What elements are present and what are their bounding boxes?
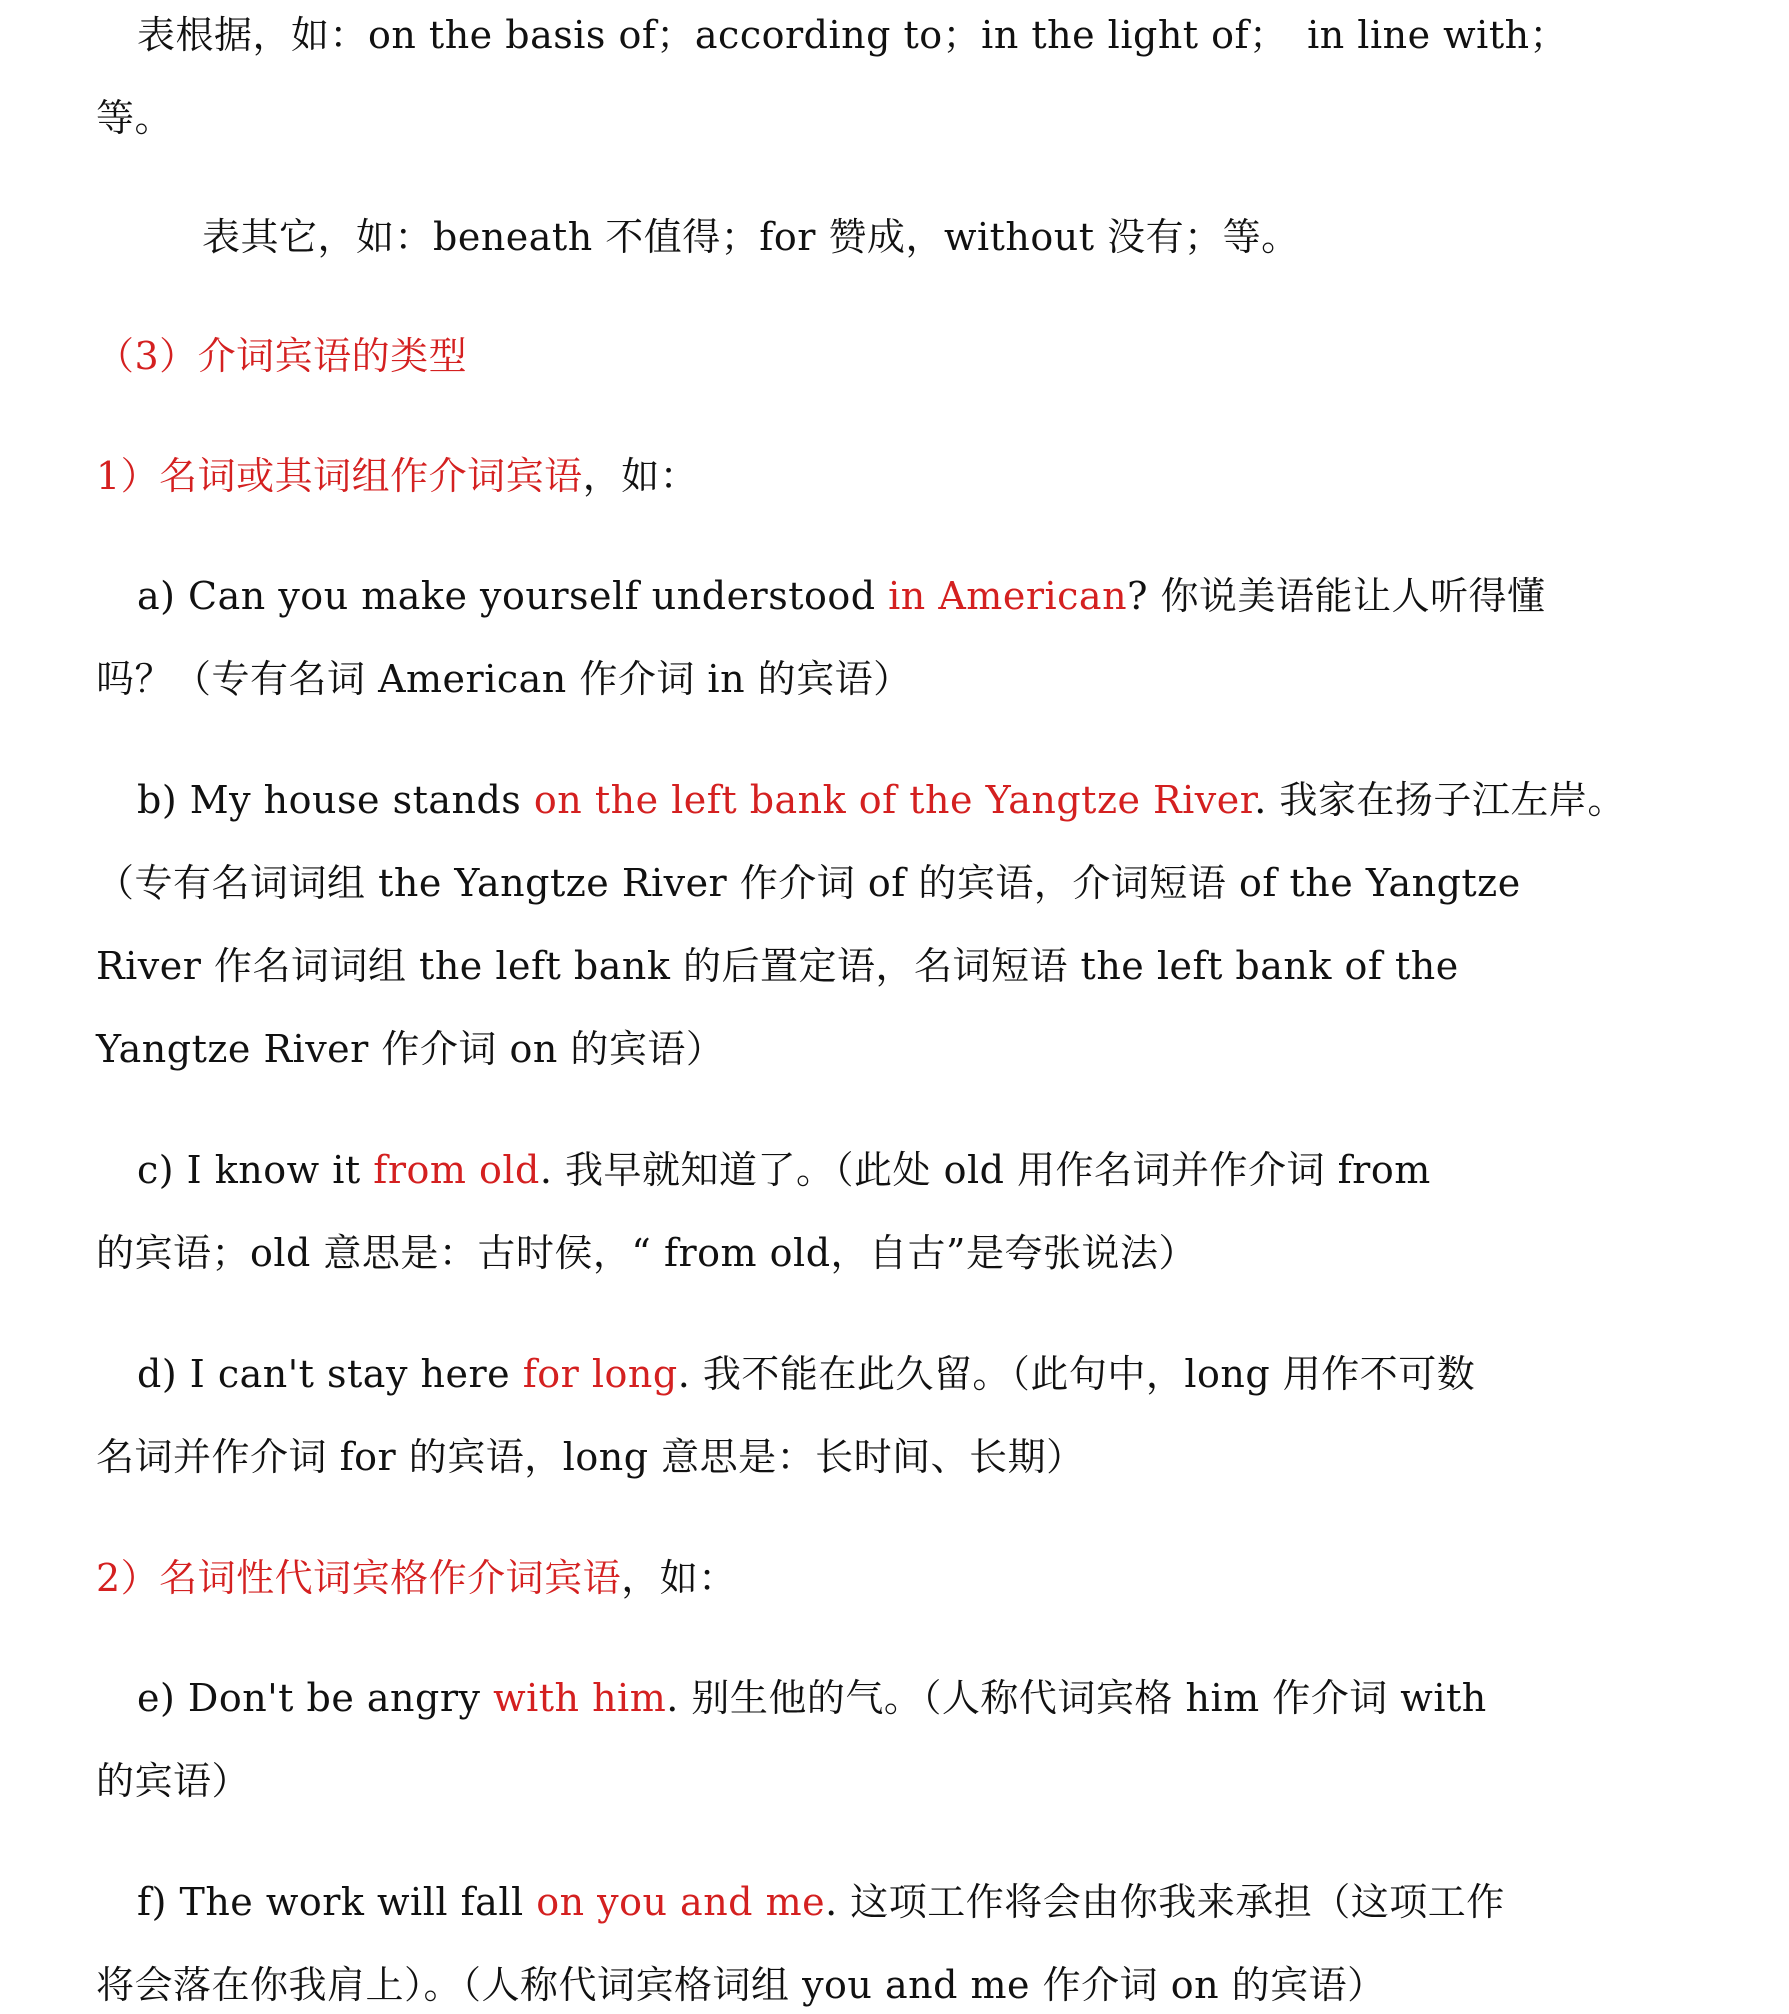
- example-e-line-2: [0, 1756, 1683, 1806]
- highlighted-text: with him: [493, 1676, 667, 1720]
- highlighted-text: 2）名词性代词宾格作介词宾语: [96, 1556, 622, 1600]
- highlighted-text: 1）名词或其词组作介词宾语: [96, 454, 583, 498]
- body-text: . 我家在扬子江左岸。: [1254, 778, 1626, 822]
- body-text: Yangtze River 作介词 on 的宾语）: [96, 1027, 725, 1071]
- example-b-line-4: [0, 1024, 1683, 1074]
- example-a-line-1: [0, 571, 1724, 621]
- body-text: 等。: [96, 96, 174, 140]
- highlighted-text: from old: [373, 1148, 540, 1192]
- example-d-line-2: [0, 1432, 1683, 1482]
- body-text: 表其它，如：beneath 不值得；for 赞成，without 没有；等。: [202, 215, 1300, 259]
- subheading-noun-objects: [0, 451, 1683, 501]
- example-a-line-2: [0, 654, 1683, 704]
- example-f-line-2: [0, 1960, 1683, 2010]
- body-text: River 作名词词组 the left bank 的后置定语，名词短语 the left bank of the: [96, 944, 1459, 988]
- body-text: ? 你说美语能让人听得懂: [1127, 574, 1546, 618]
- example-e-line-1: [0, 1673, 1724, 1723]
- section-heading-3: [0, 331, 1683, 381]
- body-text: a) Can you make yourself understood: [137, 574, 889, 618]
- body-text: . 这项工作将会由你我来承担（这项工作: [825, 1880, 1505, 1924]
- body-text: e) Don't be angry: [137, 1676, 494, 1720]
- line-other-1: [0, 212, 1789, 262]
- body-text: d) I can't stay here: [137, 1352, 523, 1396]
- body-text: f) The work will fall: [137, 1880, 537, 1924]
- line-basis-1: [0, 10, 1724, 60]
- example-d-line-1: [0, 1349, 1724, 1399]
- highlighted-text: on the left bank of the Yangtze River: [533, 778, 1255, 822]
- body-text: （专有名词词组 the Yangtze River 作介词 of 的宾语，介词短语 of the Yangtze: [96, 861, 1521, 905]
- example-c-line-1: [0, 1145, 1724, 1195]
- body-text: . 别生他的气。（人称代词宾格 him 作介词 with: [666, 1676, 1487, 1720]
- line-basis-2: [0, 93, 1683, 143]
- body-text: . 我不能在此久留。（此句中，long 用作不可数: [677, 1352, 1476, 1396]
- body-text: c) I know it: [137, 1148, 374, 1192]
- body-text: 将会落在你我肩上）。（人称代词宾格词组 you and me 作介词 on 的宾语）: [96, 1963, 1386, 2007]
- example-b-line-1: [0, 775, 1724, 825]
- example-b-line-2: [0, 858, 1683, 908]
- body-text: b) My house stands: [137, 778, 534, 822]
- highlighted-text: on you and me: [536, 1880, 826, 1924]
- body-text: 的宾语；old 意思是：古时侯，“ from old，自古”是夸张说法）: [96, 1231, 1197, 1275]
- body-text: . 我早就知道了。（此处 old 用作名词并作介词 from: [539, 1148, 1431, 1192]
- body-text: 的宾语）: [96, 1759, 251, 1803]
- body-text: ，如：: [582, 454, 699, 498]
- body-text: 名词并作介词 for 的宾语，long 意思是：长时间、长期）: [96, 1435, 1085, 1479]
- body-text: ，如：: [621, 1556, 737, 1600]
- body-text: 吗？（专有名词 American 作介词 in 的宾语）: [96, 657, 912, 701]
- example-b-line-3: [0, 941, 1683, 991]
- highlighted-text: for long: [522, 1352, 678, 1396]
- highlighted-text: in American: [888, 574, 1128, 618]
- subheading-pronoun-objects: [0, 1553, 1683, 1603]
- example-c-line-2: [0, 1228, 1683, 1278]
- highlighted-text: （3）介词宾语的类型: [96, 334, 468, 378]
- body-text: 表根据，如：on the basis of；according to；in the light of； in line with；: [137, 13, 1569, 57]
- example-f-line-1: [0, 1877, 1724, 1927]
